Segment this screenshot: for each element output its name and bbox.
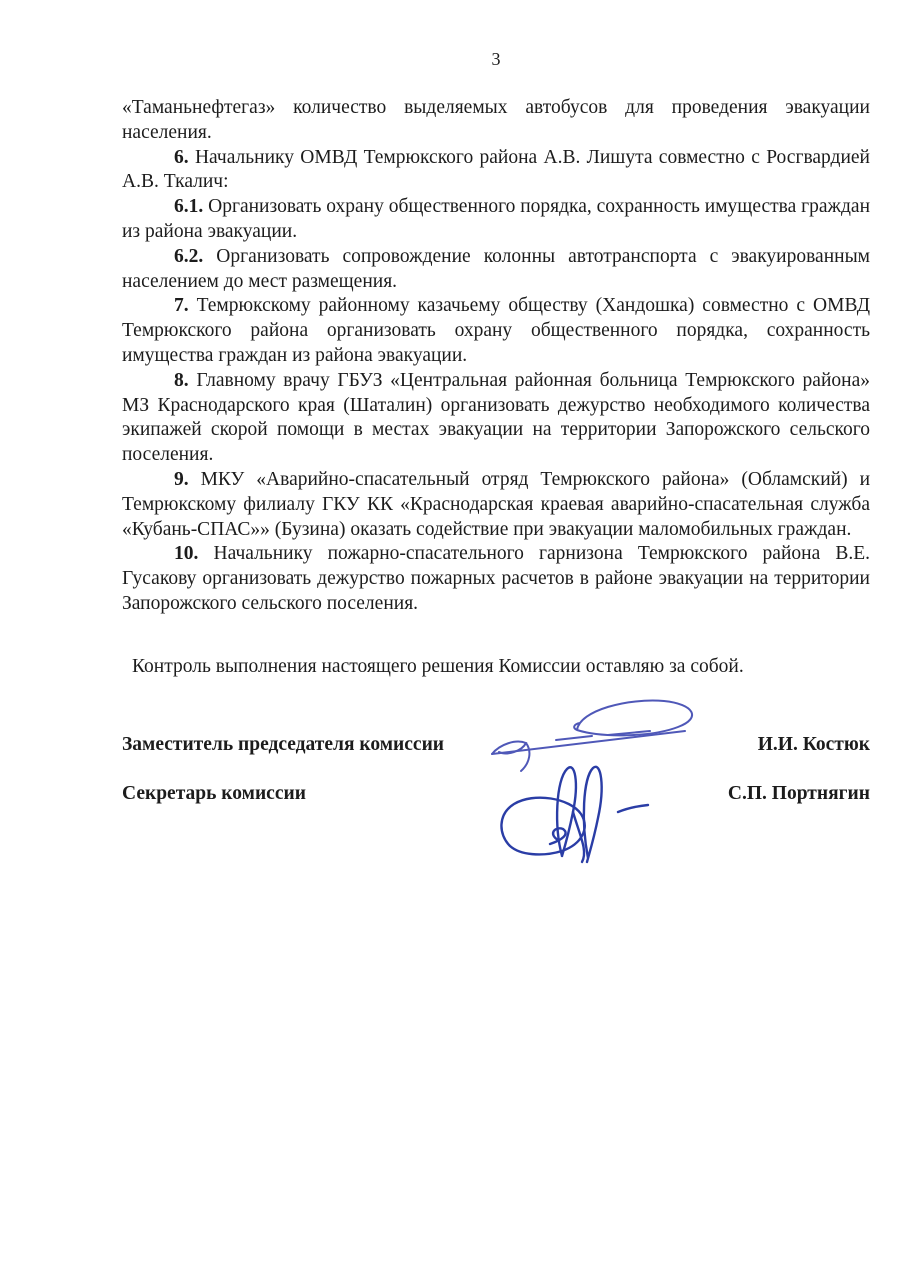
paragraph [122,146,870,196]
signature-title: Заместитель председателя комиссии [122,733,445,755]
paragraph-number: 8. [174,369,189,391]
paragraph-number: 9. [174,468,189,490]
signature-row [122,781,870,807]
paragraph-number: 6.2. [174,245,204,267]
paragraph-number: 6. [174,146,189,168]
paragraph [122,468,870,542]
paragraph [122,294,870,368]
paragraph [122,369,870,468]
control-statement: Контроль выполнения настоящего решения Комиссии оставляю за собой. [132,655,744,677]
paragraph-text: Главному врачу ГБУЗ «Центральная районная больница Темрюкского района» МЗ Краснодарского края (Шаталин) организовать дежурство необходимого количества экипажей скорой помощи в местах эвакуации на территории Запорожского сельского поселения. [122,369,870,466]
signature-name: И.И. Костюк [757,733,870,755]
page-number: 3 [491,49,501,69]
paragraph-number: 7. [174,295,189,317]
paragraph-text: Организовать охрану общественного порядка, сохранность имущества граждан из района эвакуации. [122,196,871,242]
paragraph-text: Начальнику пожарно-спасательного гарнизона Темрюкского района В.Е. Гусакову организовать дежурство пожарных расчетов в районе эвакуации на территории Запорожского сельского поселения. [122,543,870,614]
paragraph-number: 10. [174,543,199,565]
signature-block [122,732,870,807]
portnyagin-signature-icon [490,756,655,864]
signature-row [122,732,870,758]
signature-name: С.П. Портнягин [727,782,870,804]
paragraph [122,195,870,245]
paragraph [122,542,870,616]
paragraph-text: Организовать сопровождение колонны автотранспорта с эвакуированным населением до мест размещения. [122,245,871,292]
paragraph-text: «Таманьнефтегаз» количество выделяемых автобусов для проведения эвакуации населения. [122,97,870,143]
paragraph-text: Начальнику ОМВД Темрюкского района А.В. Лишута совместно с Росгвардией А.В. Ткалич: [122,146,870,193]
paragraph [122,96,870,146]
paragraph-number: 6.1. [174,196,204,218]
paragraph-text: Темрюкскому районному казачьему обществу (Хандошка) совместно с ОМВД Темрюкского района организовать охрану общественного порядка, сохранность имущества граждан из района эвакуации. [122,295,871,366]
signature-title: Секретарь комиссии [122,782,306,804]
paragraph-text: МКУ «Аварийно-спасательный отряд Темрюкского района» (Обламский) и Темрюкскому филиалу ГКУ КК «Краснодарская краевая аварийно-спасательная служба «Кубань-СПАС»» (Бузина) оказать содействие при эвакуации маломобильных граждан. [122,468,870,540]
paragraph [122,245,870,295]
